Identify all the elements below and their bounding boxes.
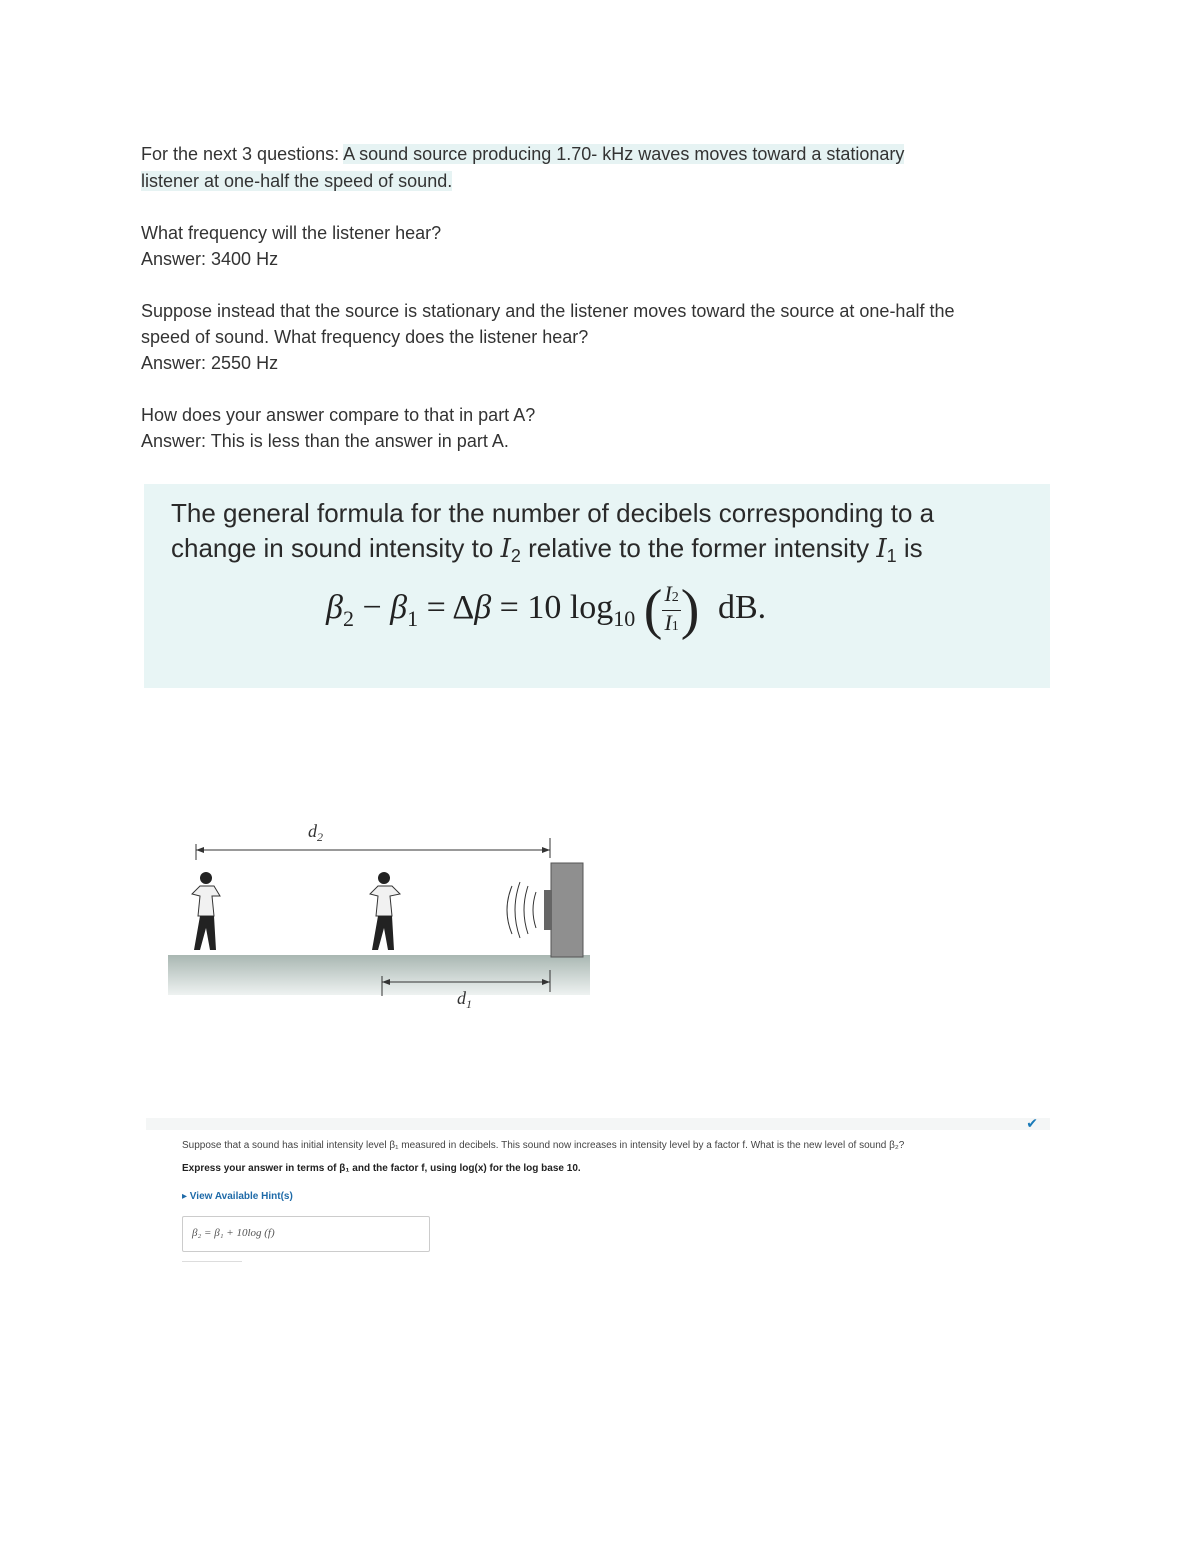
ground (168, 955, 590, 995)
intro-highlight-2: listener at one-half the speed of sound. (141, 171, 453, 191)
question-2-line-2: speed of sound. What frequency does the listener hear? (141, 327, 589, 347)
formula-intro-line-2: change in sound intensity to $I_2$ relative to the former intensity $I_1$ is (171, 533, 923, 566)
intro-line-1 (141, 141, 904, 167)
problem-statement: Suppose that a sound has initial intensity level β₁ measured in decibels. This sound now increases in intensity level by a factor f. What is the new level of sound β₂? (182, 1140, 905, 1151)
formula-intro-text (171, 496, 934, 574)
listener-far (192, 872, 220, 950)
view-hints-link[interactable]: ▸ View Available Hint(s) (182, 1191, 293, 1202)
decibel-equation: $\beta_2 - \beta_1 = \Delta\beta = 10$ $\log_{10}$ ( $\frac{I2}{I1}$ ) dB. (326, 579, 767, 641)
problem-header-bar (146, 1118, 1050, 1130)
answer-2: Answer: 2550 Hz (141, 353, 279, 373)
embedded-problem-panel (146, 1115, 1050, 1268)
intensity-ratio-fraction: $\frac{I2}{I1}$ (664, 580, 679, 635)
question-2-line-1: Suppose instead that the source is stationary and the listener moves toward the source at one-half the (141, 301, 955, 321)
d2-dimension-arrow (196, 838, 550, 860)
formula-intro-line-1: The general formula for the number of decibels corresponding to a (171, 498, 935, 528)
divider (182, 1261, 242, 1262)
answer-value: β₂ = β₁ + 10log (f) (192, 1227, 275, 1239)
intro-line-2 (141, 168, 452, 194)
intro-prefix: For the next 3 questions: (141, 144, 344, 164)
distance-diagram (168, 810, 598, 1020)
problem-instruction: Express your answer in terms of β₁ and the factor f, using log(x) for the log base 10. (182, 1163, 581, 1174)
speaker (507, 863, 583, 957)
d2-label: $d_2$ (308, 821, 323, 844)
question-1: What frequency will the listener hear? (141, 223, 442, 243)
answer-input[interactable] (182, 1216, 430, 1252)
question-3: How does your answer compare to that in part A? (141, 405, 536, 425)
intro-highlight-1: A sound source producing 1.70- kHz waves moves toward a stationary (343, 144, 905, 164)
answer-3: Answer: This is less than the answer in part A. (141, 431, 509, 451)
d1-label: $d_1$ (457, 988, 472, 1011)
answer-1: Answer: 3400 Hz (141, 249, 279, 269)
decibel-formula-box (144, 484, 1050, 688)
correct-check-icon: ✔ (1026, 1115, 1038, 1131)
listener-near (370, 872, 400, 950)
